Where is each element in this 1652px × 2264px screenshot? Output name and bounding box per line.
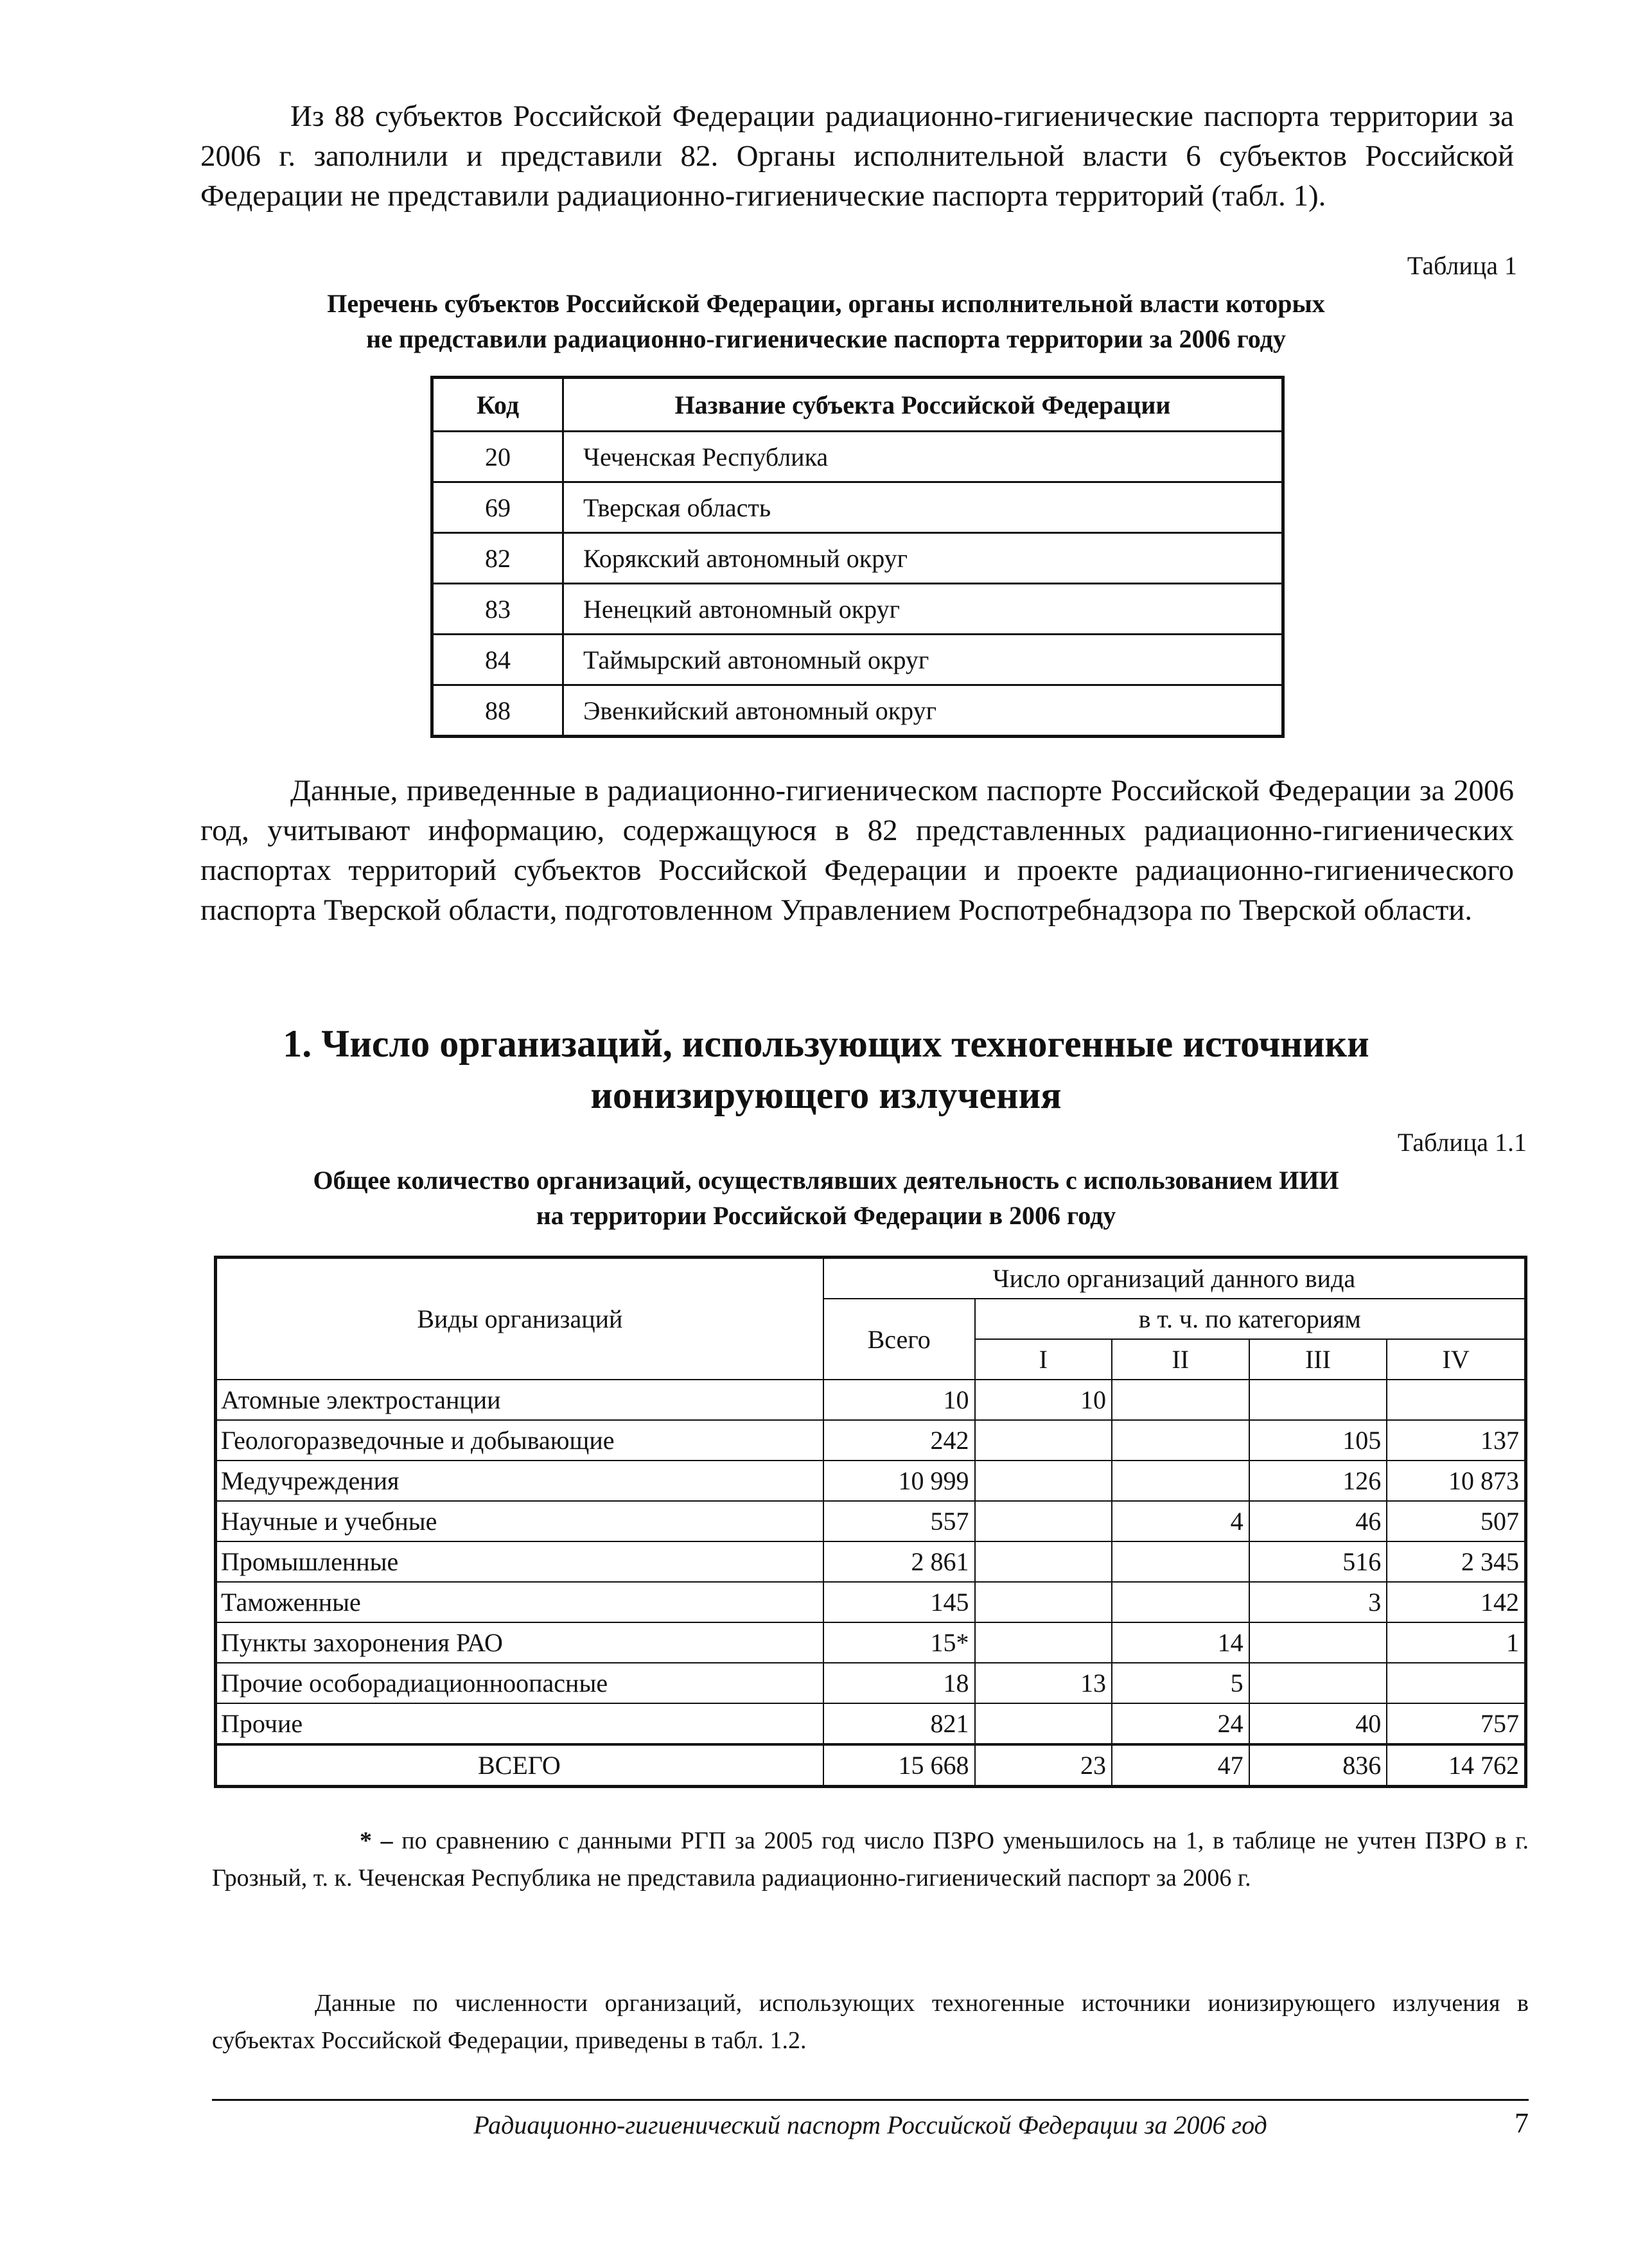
- table-row: [216, 1541, 1526, 1582]
- table2-label: Таблица 1.1: [1397, 1128, 1527, 1157]
- organization-kind: ВСЕГО: [216, 1744, 823, 1787]
- organization-kind: Промышленные: [216, 1541, 823, 1582]
- category-iv-count: 137: [1387, 1420, 1525, 1461]
- table-row: [432, 482, 1283, 533]
- category-i-count: [975, 1582, 1112, 1622]
- category-iv-count: 10 873: [1387, 1461, 1525, 1501]
- subject-code: 88: [432, 685, 563, 737]
- subject-name: Ненецкий автономный округ: [563, 584, 1283, 635]
- category-iv-count: 1: [1387, 1622, 1525, 1663]
- table2-title-line1: Общее количество организаций, осуществлявших деятельность с использованием ИИИ: [313, 1166, 1339, 1195]
- organization-kind: Медучреждения: [216, 1461, 823, 1501]
- total-count: 821: [823, 1703, 975, 1744]
- table-row: [216, 1420, 1526, 1461]
- total-count: 10: [823, 1380, 975, 1420]
- category-i-count: [975, 1461, 1112, 1501]
- closing-paragraph: Данные по численности организаций, использующих техногенные источники ионизирующего излучения в субъектах Российской Федерации, приведены в табл. 1.2.: [212, 1990, 1529, 2054]
- table-header-row: [432, 378, 1283, 432]
- table-row: [432, 635, 1283, 685]
- name-header: Название субъекта Российской Федерации: [563, 378, 1283, 432]
- subject-code: 84: [432, 635, 563, 685]
- subject-name: Эвенкийский автономный округ: [563, 685, 1283, 737]
- table-row: [432, 432, 1283, 482]
- category-ii-count: [1112, 1541, 1249, 1582]
- category-i-count: [975, 1622, 1112, 1663]
- subject-code: 83: [432, 584, 563, 635]
- subject-code: 82: [432, 533, 563, 584]
- organization-kind: Прочие: [216, 1703, 823, 1744]
- total-count: 18: [823, 1663, 975, 1703]
- footnote: [212, 1822, 1529, 1897]
- footer-rule: [212, 2099, 1529, 2101]
- category-iv-count: 2 345: [1387, 1541, 1525, 1582]
- category-ii-count: [1112, 1420, 1249, 1461]
- table-header-row: [216, 1258, 1526, 1299]
- category-iii-count: 126: [1249, 1461, 1387, 1501]
- table-row: [432, 533, 1283, 584]
- table-row: [216, 1501, 1526, 1541]
- category-iv-count: 507: [1387, 1501, 1525, 1541]
- table-row: [216, 1582, 1526, 1622]
- category-ii-count: [1112, 1380, 1249, 1420]
- category-iv-count: 142: [1387, 1582, 1525, 1622]
- organization-kind: Пункты захоронения РАО: [216, 1622, 823, 1663]
- section-heading-line2: ионизирующего излучения: [590, 1074, 1062, 1116]
- category-iii-count: 40: [1249, 1703, 1387, 1744]
- total-header: Всего: [823, 1299, 975, 1380]
- category-iv-count: [1387, 1380, 1525, 1420]
- category-ii-count: 5: [1112, 1663, 1249, 1703]
- organization-kind: Таможенные: [216, 1582, 823, 1622]
- category-ii-count: 47: [1112, 1744, 1249, 1787]
- subject-code: 69: [432, 482, 563, 533]
- table1-title-line2: не представили радиационно-гигиенические паспорта территории за 2006 году: [366, 324, 1286, 353]
- table1-label: Таблица 1: [1407, 251, 1517, 280]
- organization-kind: Геологоразведочные и добывающие: [216, 1420, 823, 1461]
- category-iii-count: 46: [1249, 1501, 1387, 1541]
- total-count: 15 668: [823, 1744, 975, 1787]
- running-footer: Радиационно-гигиенический паспорт Российской Федерации за 2006 год: [473, 2110, 1267, 2139]
- category-iii-count: 516: [1249, 1541, 1387, 1582]
- table1-title-line1: Перечень субъектов Российской Федерации, органы исполнительной власти которых: [327, 289, 1325, 318]
- data-sources-paragraph: Данные, приведенные в радиационно-гигиеническом паспорте Российской Федерации за 2006 год, учитывают информацию, содержащуюся в 82 представленных радиационно-гигиенических паспортах территорий субъектов Российской Федерации и проекте радиационно-гигиенического паспорта Тверской области, подготовленном Управлением Роспотребнадзора по Тверской области.: [200, 774, 1514, 927]
- table-row: [216, 1703, 1526, 1744]
- table-row: [432, 685, 1283, 737]
- table-row: [216, 1622, 1526, 1663]
- total-row: [216, 1744, 1526, 1787]
- category-i-count: 10: [975, 1380, 1112, 1420]
- page-number: 7: [1515, 2107, 1529, 2139]
- subject-name: Таймырский автономный округ: [563, 635, 1283, 685]
- organization-kind: Прочие особорадиационноопасные: [216, 1663, 823, 1703]
- category-i-header: I: [975, 1339, 1112, 1380]
- subject-name: Тверская область: [563, 482, 1283, 533]
- category-iii-count: 3: [1249, 1582, 1387, 1622]
- category-i-count: [975, 1420, 1112, 1461]
- intro-paragraph: Из 88 субъектов Российской Федерации радиационно-гигиенические паспорта территории за 2006 г. заполнили и представили 82. Органы исполнительной власти 6 субъектов Российской Федерации не представили радиационно-гигиенические паспорта территорий (табл. 1).: [200, 100, 1514, 213]
- footnote-mark: * –: [360, 1827, 393, 1854]
- subject-name: Корякский автономный округ: [563, 533, 1283, 584]
- table-row: [216, 1461, 1526, 1501]
- subjects-table: [430, 376, 1285, 738]
- category-iv-count: 757: [1387, 1703, 1525, 1744]
- table-row: [432, 584, 1283, 635]
- table2-title-line2: на территории Российской Федерации в 2006 году: [536, 1201, 1116, 1230]
- organization-kind: Атомные электростанции: [216, 1380, 823, 1420]
- category-iii-header: III: [1249, 1339, 1387, 1380]
- category-iii-count: [1249, 1380, 1387, 1420]
- category-i-count: [975, 1703, 1112, 1744]
- table-row: [216, 1380, 1526, 1420]
- section-heading-line1: 1. Число организаций, использующих техногенные источники: [283, 1022, 1369, 1065]
- subject-name: Чеченская Республика: [563, 432, 1283, 482]
- category-ii-count: 4: [1112, 1501, 1249, 1541]
- total-count: 242: [823, 1420, 975, 1461]
- category-i-count: 13: [975, 1663, 1112, 1703]
- kinds-header: Виды организаций: [216, 1258, 823, 1380]
- total-count: 145: [823, 1582, 975, 1622]
- category-i-count: [975, 1501, 1112, 1541]
- footnote-text: по сравнению с данными РГП за 2005 год число ПЗРО уменьшилось на 1, в таблице не учтен ПЗРО в г. Грозный, т. к. Чеченская Республика не представила радиационно-гигиенический паспорт за 2006 г.: [212, 1827, 1529, 1891]
- total-count: 10 999: [823, 1461, 975, 1501]
- total-count: 557: [823, 1501, 975, 1541]
- category-ii-header: II: [1112, 1339, 1249, 1380]
- category-iii-count: 105: [1249, 1420, 1387, 1461]
- category-i-count: 23: [975, 1744, 1112, 1787]
- total-count: 15*: [823, 1622, 975, 1663]
- category-ii-count: [1112, 1582, 1249, 1622]
- category-ii-count: 14: [1112, 1622, 1249, 1663]
- categories-header: в т. ч. по категориям: [975, 1299, 1526, 1339]
- table-row: [216, 1663, 1526, 1703]
- category-ii-count: [1112, 1461, 1249, 1501]
- organizations-table: [214, 1256, 1527, 1788]
- category-iii-count: [1249, 1622, 1387, 1663]
- count-header: Число организаций данного вида: [823, 1258, 1526, 1299]
- total-count: 2 861: [823, 1541, 975, 1582]
- category-iv-count: [1387, 1663, 1525, 1703]
- category-iv-count: 14 762: [1387, 1744, 1525, 1787]
- category-iii-count: [1249, 1663, 1387, 1703]
- category-iv-header: IV: [1387, 1339, 1525, 1380]
- organization-kind: Научные и учебные: [216, 1501, 823, 1541]
- code-header: Код: [432, 378, 563, 432]
- category-ii-count: 24: [1112, 1703, 1249, 1744]
- category-iii-count: 836: [1249, 1744, 1387, 1787]
- category-i-count: [975, 1541, 1112, 1582]
- subject-code: 20: [432, 432, 563, 482]
